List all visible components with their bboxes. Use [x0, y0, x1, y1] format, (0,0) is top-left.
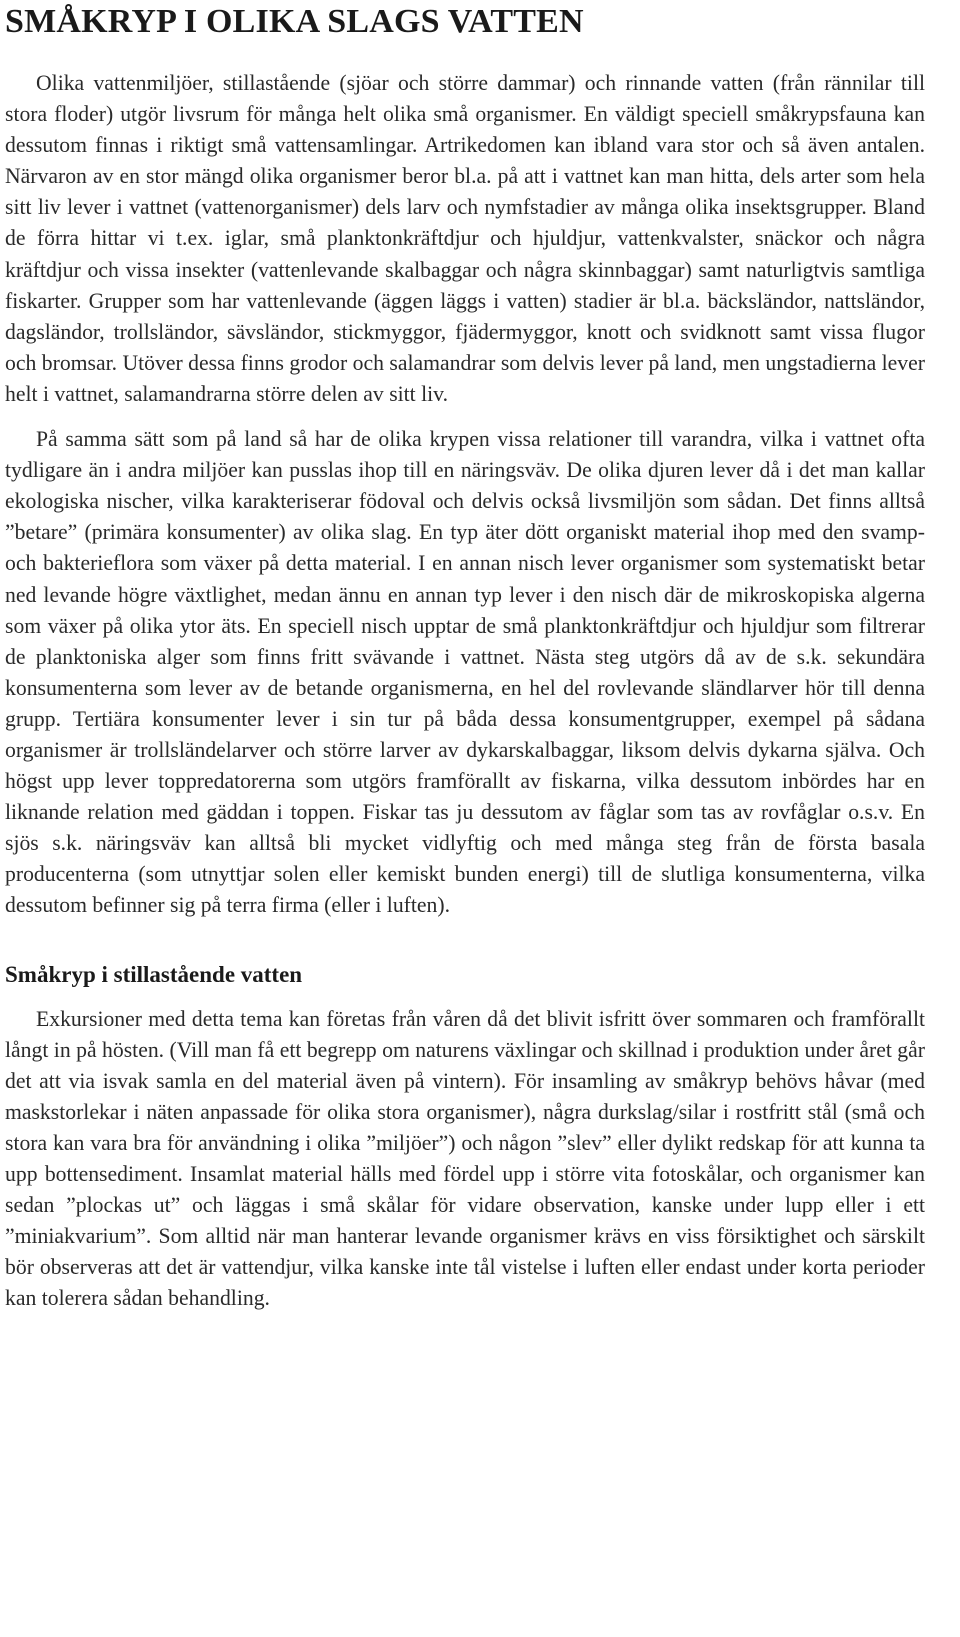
food-web-paragraph: På samma sätt som på land så har de olika krypen vissa relationer till varandra, vilka i vattnet ofta tydligare än i andra miljöer kan pusslas ihop till en näringsväv. De olika djuren lever då i det man kallar ekologiska nischer, vilka karakteriserar födoval och delvis också livsmiljön som sådan. Det finns alltså ”betare” (primära konsumenter) av olika slag. En typ äter dött organiskt material ihop med den svamp- och bakterieflora som växer på detta material. I en annan nisch lever organismer som systematiskt betar ned levande högre växtlighet, medan ännu en annan typ lever i den nisch där de mikroskopiska algerna som växer på olika ytor äts. En speciell nisch upptar de små planktonkräftdjur och hjuldjur som filtrerar de planktoniska alger som finns fritt svävande i vattnet. Nästa steg utgörs då av de s.k. sekundära konsumenterna som lever av de betande organismerna, en hel del rovlevande sländlarver hör till denna grupp. Tertiära konsumenter lever i sin tur på båda dessa konsumentgrupper, exempel på sådana organismer är trollsländelarver och större larver av dykarskalbaggar, liksom delvis dykarna själva. Och högst upp lever toppredatorerna som utgörs framförallt av fiskarna, vilka dessutom inbördes har en liknande relation med gäddan i toppen. Fiskar tas ju dessutom av fåglar som tas av rovfåglar o.s.v. En sjös s.k. näringsväv kan alltså bli mycket vidlyftig och med många steg från de första basala producenterna (som utnyttjar solen eller kemiskt bunden energi) till de slutliga konsumenterna, vilka dessutom befinner sig på terra firma (eller i luften). [5, 427, 925, 918]
section-paragraph: Exkursioner med detta tema kan företas från våren då det blivit isfritt över sommaren och framförallt långt in på hösten. (Vill man få ett begrepp om naturens växlingar och skillnad i produktion under året går det att via isvak samla en del material även på vintern). För insamling av småkryp behövs håvar (med maskstorlekar i näten anpassade för olika stora organismer), några durkslag/silar i rostfritt stål (små och stora kan vara bra för användning i olika ”miljöer”) och någon ”slev” eller dylikt redskap för att kunna ta upp bottensediment. Insamlat material hälls med fördel upp i större vita fotoskålar, och organismer kan sedan ”plockas ut” och läggas i små skålar för vidare observation, kanske under lupp eller i ett ”miniakvarium”. Som alltid när man hanterar levande organismer krävs en viss försiktighet och särskilt bör observeras att det är vattendjur, vilka kanske inte tål vistelse i luften eller endast under korta perioder kan tolerera sådan behandling. [5, 1006, 925, 1311]
document-title: SMÅKRYP I OLIKA SLAGS VATTEN [5, 3, 584, 40]
document-page [5, 0, 925, 1314]
section-heading: Småkryp i stillastående vatten [5, 961, 303, 987]
intro-paragraph: Olika vattenmiljöer, stillastående (sjöar och större dammar) och rinnande vatten (från rännilar till stora floder) utgör livsrum för många helt olika små organismer. En väldigt speciell småkrypsfauna kan dessutom finnas i riktigt små vattensamlingar. Artrikedomen kan ibland vara stor och så även antalen. Närvaron av en stor mängd olika organismer beror bl.a. på att i vattnet kan man hitta, dels arter som hela sitt liv lever i vattnet (vattenorganismer) dels larv och nymfstadier av många olika insektsgrupper. Bland de förra hittar vi t.ex. iglar, små planktonkräftdjur och hjuldjur, vattenkvalster, snäckor och några kräftdjur och vissa insekter (vattenlevande skalbaggar och några skinnbaggar) samt naturligtvis samtliga fiskarter. Grupper som har vattenlevande (äggen läggs i vatten) stadier är bl.a. bäcksländor, nattsländor, dagsländor, trollsländor, sävsländor, stickmyggor, fjädermyggor, knott och svidknott samt vissa flugor och bromsar. Utöver dessa finns grodor och salamandrar som delvis lever på land, men ungstadierna lever helt i vattnet, salamandrarna större delen av sitt liv. [5, 71, 925, 406]
